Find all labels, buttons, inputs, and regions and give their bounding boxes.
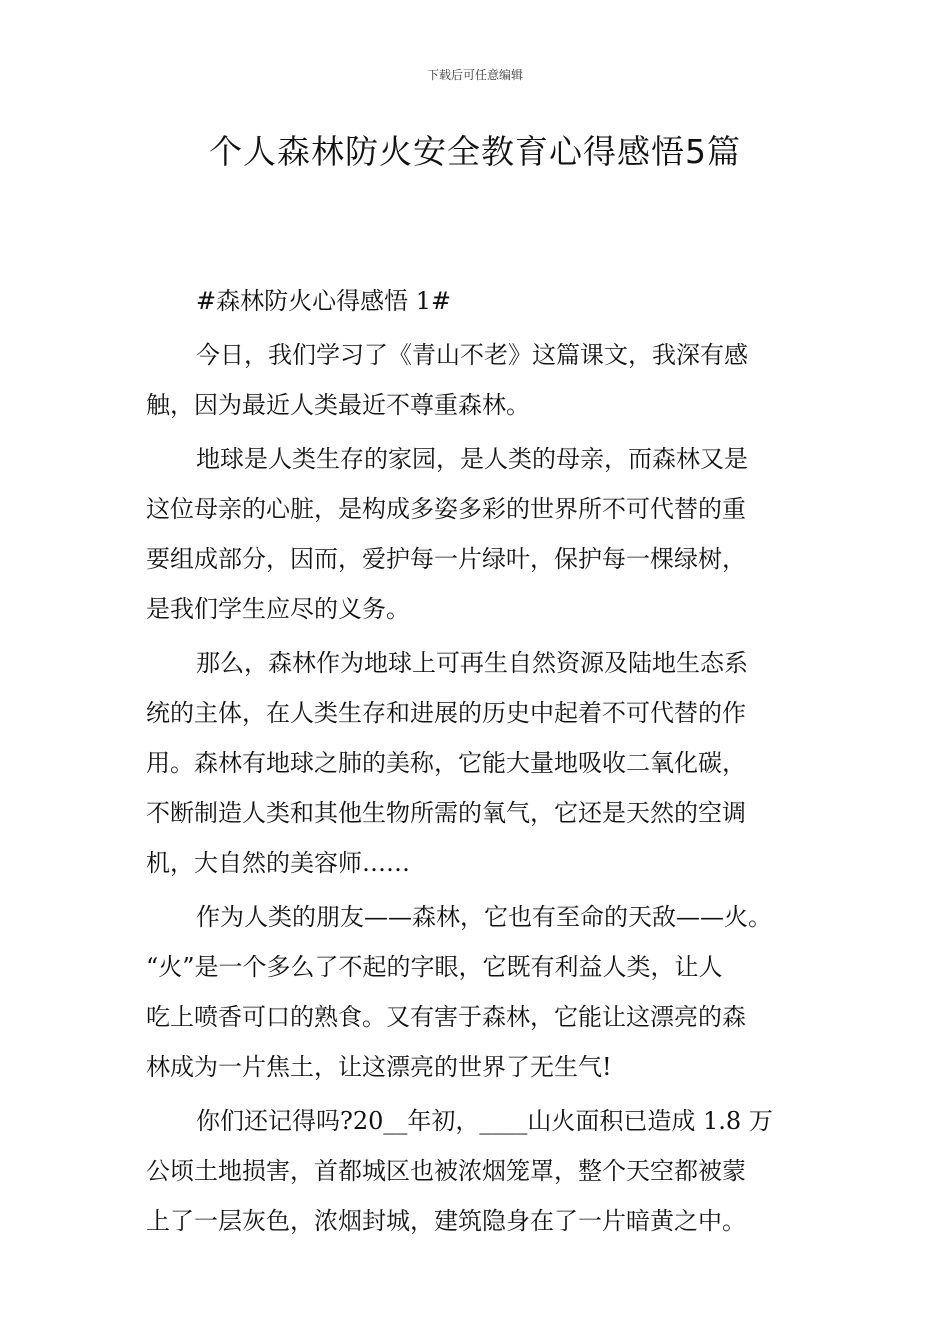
paragraph-line: “火”是一个多么了不起的字眼，它既有利益人类，让人 (146, 953, 723, 981)
paragraph-line: 林成为一片焦土，让这漂亮的世界了无生气! (146, 1053, 612, 1081)
paragraph-line: 上了一层灰色，浓烟封城，建筑隐身在了一片暗黄之中。 (146, 1207, 746, 1235)
paragraph-6 (146, 1096, 836, 1246)
paragraph-4 (146, 638, 836, 888)
paragraph-1 (146, 276, 836, 326)
paragraph-5 (146, 892, 836, 1092)
paragraph-line: 要组成部分，因而，爱护每一片绿叶，保护每一棵绿树， (146, 545, 746, 573)
paragraph-line: 用。森林有地球之肺的美称，它能大量地吸收二氧化碳， (146, 749, 746, 777)
paragraph-line: 那么，森林作为地球上可再生自然资源及陆地生态系 (196, 649, 748, 677)
paragraph-3 (146, 434, 836, 634)
document-title: 个人森林防火安全教育心得感悟5篇 (209, 132, 741, 171)
paragraph-line: 公顷土地损害，首都城区也被浓烟笼罩，整个天空都被蒙 (146, 1157, 746, 1185)
document-body (146, 276, 836, 1250)
paragraph-line: 作为人类的朋友——森林，它也有至命的天敌——火。 (196, 903, 772, 931)
header-note: 下载后可任意编辑 (426, 68, 523, 82)
paragraph-line: 地球是人类生存的家园，是人类的母亲，而森林又是 (196, 445, 748, 473)
paragraph-line: 你们还记得吗?20__年初，____山火面积已造成 1.8 万 (196, 1107, 773, 1135)
paragraph-2 (146, 330, 836, 430)
paragraph-line: 不断制造人类和其他生物所需的氧气，它还是天然的空调 (146, 799, 746, 827)
paragraph-line: 今日，我们学习了《青山不老》这篇课文，我深有感 (196, 341, 748, 369)
paragraph-line: 统的主体，在人类生存和进展的历史中起着不可代替的作 (146, 699, 746, 727)
paragraph-line: 吃上喷香可口的熟食。又有害于森林，它能让这漂亮的森 (146, 1003, 746, 1031)
paragraph-line: 机，大自然的美容师…… (146, 849, 410, 877)
paragraph-line: 这位母亲的心脏，是构成多姿多彩的世界所不可代替的重 (146, 495, 746, 523)
paragraph-line: #森林防火心得感悟 1# (196, 287, 452, 315)
paragraph-line: 触，因为最近人类最近不尊重森林。 (146, 391, 530, 419)
paragraph-line: 是我们学生应尽的义务。 (146, 595, 410, 623)
